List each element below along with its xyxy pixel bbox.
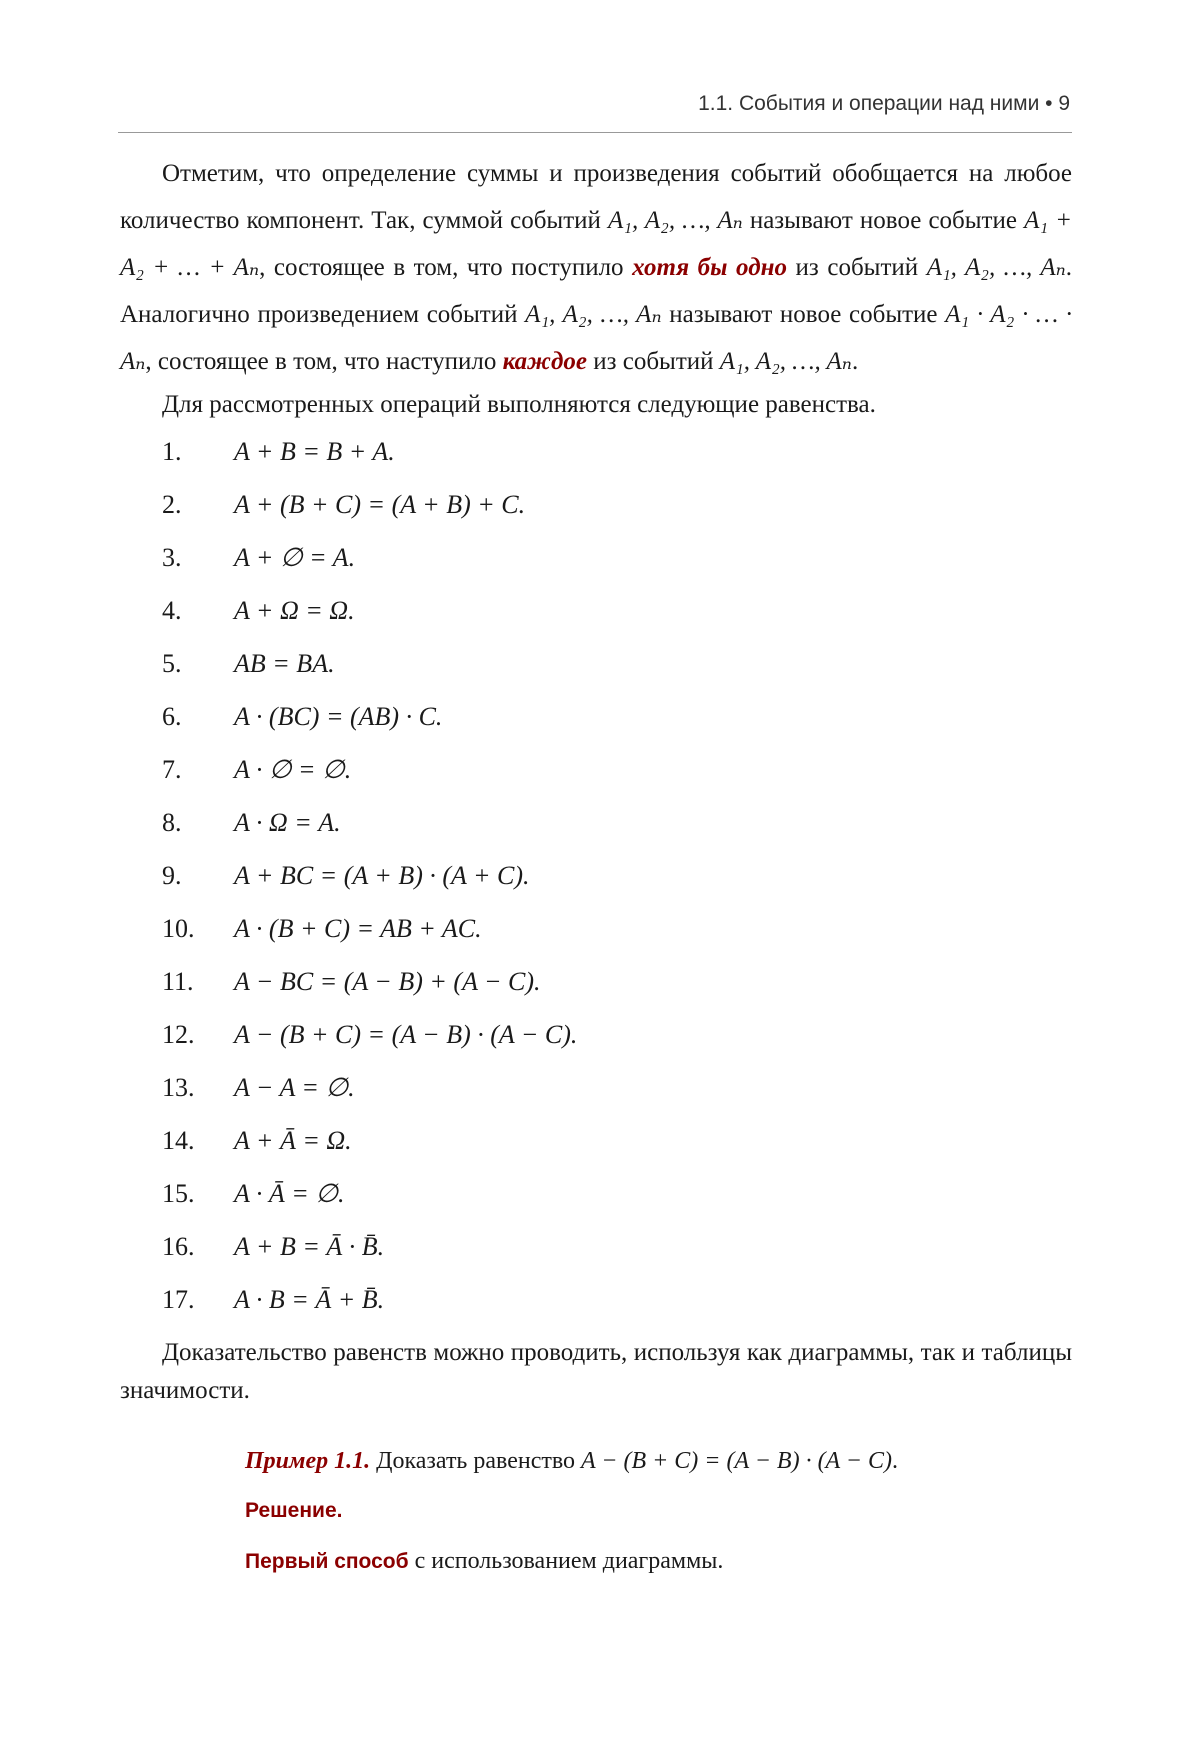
identity-formula: AB = BA. [234,648,335,678]
paragraph-proof-methods: Доказательство равенств можно проводить, используя как диаграммы, так и таблицы значимости. [120,1339,1072,1404]
text-run: из событий [787,254,927,281]
identity-item [120,1167,1072,1220]
identity-formula: A · Ω = A. [234,807,341,837]
math-sum: A₁ + A₂ + … + Aₙ [120,207,1072,281]
text-run: называют новое событие [661,301,946,328]
identity-item [120,1220,1072,1273]
identity-number: 5. [162,648,182,678]
math-events: A₁, A₂, …, Aₙ [608,207,743,234]
identity-number: 9. [162,860,182,890]
identity-number: 2. [162,489,182,519]
identity-item [120,1061,1072,1114]
example-title: Пример 1.1. [245,1448,371,1474]
math-product: A₁ · A₂ · … · Aₙ [120,301,1073,375]
identity-item [120,1114,1072,1167]
identity-number: 15. [162,1178,195,1208]
page-body [120,150,1072,1587]
identity-item [120,425,1072,478]
identity-number: 3. [162,542,182,572]
identity-item [120,1273,1072,1326]
identity-item [120,902,1072,955]
example-statement [245,1436,1072,1486]
identity-item [120,531,1072,584]
paragraph-intro-identities: Для рассмотренных операций выполняются следующие равенства. [162,391,876,418]
text-run: , состоящее в том, что наступило [145,348,503,375]
text-run: . Аналогично произведением событий [120,254,1073,328]
identity-number: 4. [162,595,182,625]
identity-formula: A + B = Ā · B̄. [234,1231,385,1261]
identity-formula: A + BC = (A + B) · (A + C). [234,860,530,890]
identity-formula: A + B = B + A. [234,436,395,466]
identity-number: 14. [162,1125,195,1155]
identity-number: 12. [162,1019,195,1049]
identity-formula: A − (B + C) = (A − B) · (A − C). [234,1019,578,1049]
math-events: A₁, A₂, …, Aₙ [719,348,852,375]
example-end: . [891,1448,898,1474]
identity-number: 7. [162,754,182,784]
solution-label: Решение. [245,1499,343,1522]
header-rule [118,132,1072,133]
identity-item [120,743,1072,796]
identity-formula: A + ∅ = A. [234,542,356,572]
identity-item [120,1008,1072,1061]
text-run: из событий [586,348,720,375]
identity-formula: A + Ω = Ω. [234,595,355,625]
identity-number: 8. [162,807,182,837]
identity-number: 1. [162,436,182,466]
text-run: . [851,348,859,375]
identity-formula: A · (B + C) = AB + AC. [234,913,482,943]
method-text: с использованием диаграммы. [408,1548,724,1574]
example-formula: A − (B + C) = (A − B) · (A − C) [581,1448,892,1474]
identity-formula: A · ∅ = ∅. [234,754,352,784]
text-run: , состоящее в том, что поступило [259,254,633,281]
identity-item [120,584,1072,637]
identity-formula: A + Ā = Ω. [234,1125,352,1155]
identity-formula: A · B = Ā + B̄. [234,1284,385,1314]
identity-item [120,478,1072,531]
identity-number: 11. [162,966,194,996]
text-run: называют новое событие [742,207,1025,234]
identity-number: 10. [162,913,195,943]
text-run: Отметим, что определение суммы и произведения событий обобщается на любое количество компонент. Так, суммой событий [120,160,1072,234]
identity-formula: A − A = ∅. [234,1072,355,1102]
identity-number: 13. [162,1072,195,1102]
example-text: Доказать равенство [370,1448,582,1474]
identity-formula: A · Ā = ∅. [234,1178,345,1208]
method-line [245,1536,1072,1587]
highlight-each: каждое [502,348,587,375]
identities-list [120,425,1072,1326]
identity-item [120,849,1072,902]
highlight-at-least-one: хотя бы одно [632,254,787,281]
identity-item [120,955,1072,1008]
method-label: Первый способ [245,1550,409,1573]
identity-number: 6. [162,701,182,731]
identity-number: 17. [162,1284,195,1314]
identity-item [120,637,1072,690]
example-block [245,1436,1072,1587]
paragraph-sum-product [120,150,1072,385]
identity-formula: A · (BC) = (AB) · C. [234,701,443,731]
identity-item [120,796,1072,849]
identity-formula: A + (B + C) = (A + B) + C. [234,489,526,519]
math-events: A₁, A₂, …, Aₙ [525,301,662,328]
running-header: 1.1. События и операции над ними • 9 [698,92,1070,115]
identity-number: 16. [162,1231,195,1261]
identity-formula: A − BC = (A − B) + (A − C). [234,966,541,996]
identity-item [120,690,1072,743]
math-events: A₁, A₂, …, Aₙ [926,254,1066,281]
